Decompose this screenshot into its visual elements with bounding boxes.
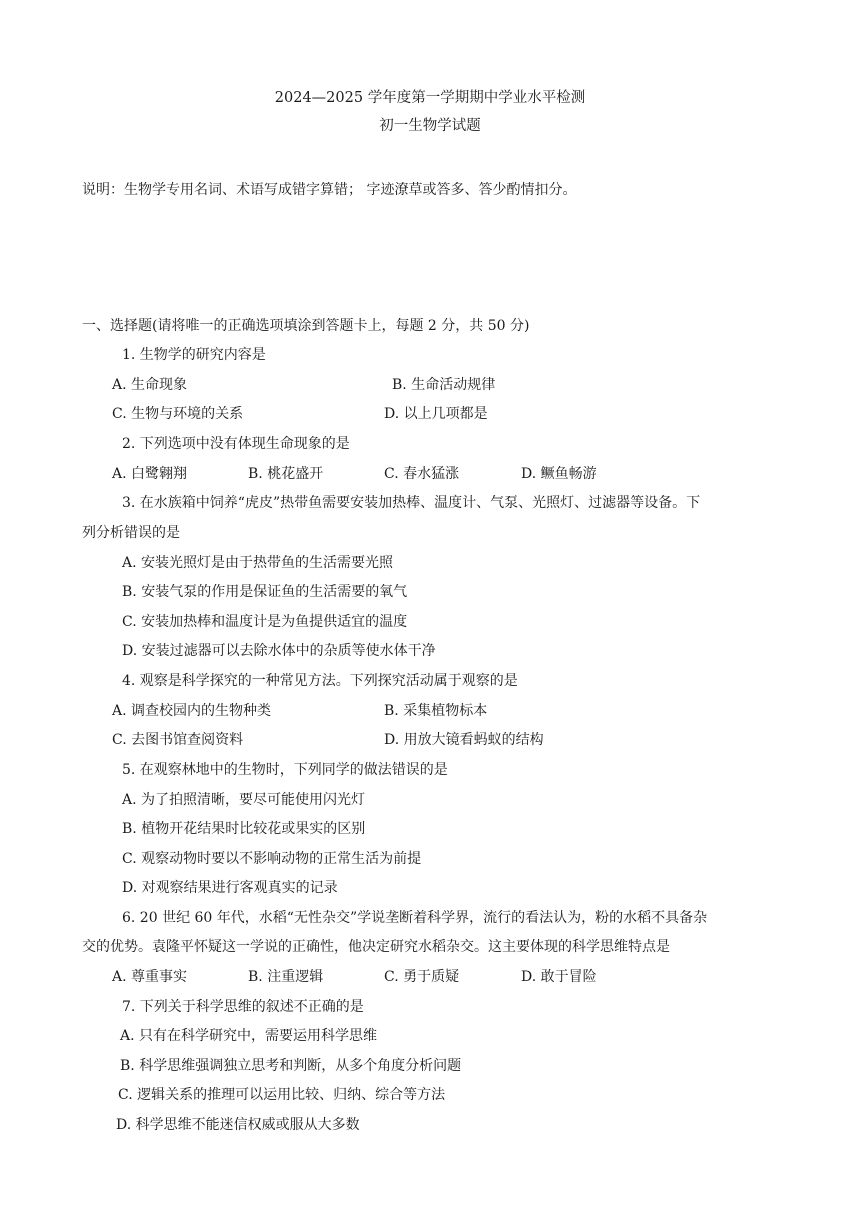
question-4-option-c: C. 去图书馆查阅资料	[112, 732, 244, 748]
exam-subtitle: 初一生物学试题	[379, 118, 481, 134]
question-7-option-d: D. 科学思维不能迷信权威或服从大多数	[116, 1117, 360, 1133]
question-2-stem: 2. 下列选项中没有体现生命现象的是	[122, 436, 350, 452]
question-5-option-d: D. 对观察结果进行客观真实的记录	[122, 880, 338, 896]
question-5-option-c: C. 观察动物时要以不影响动物的正常生活为前提	[122, 851, 422, 867]
question-6-option-b: B. 注重逻辑	[248, 969, 324, 985]
question-3-stem-line-2: 列分析错误的是	[82, 525, 180, 541]
question-7-option-b: B. 科学思维强调独立思考和判断，从多个角度分析问题	[120, 1058, 462, 1074]
question-3-option-b: B. 安装气泵的作用是保证鱼的生活需要的氧气	[122, 584, 408, 600]
question-2-option-c: C. 春水猛涨	[384, 466, 460, 482]
question-5-stem: 5. 在观察林地中的生物时，下列同学的做法错误的是	[122, 762, 448, 778]
question-3-stem-line-1: 3. 在水族箱中饲养“虎皮”热带鱼需要安装加热棒、温度计、气泵、光照灯、过滤器等设备。下	[122, 495, 701, 511]
exam-title: 2024—2025 学年度第一学期期中学业水平检测	[274, 90, 586, 106]
question-1-option-a: A. 生命现象	[112, 377, 188, 393]
question-4-option-b: B. 采集植物标本	[384, 703, 488, 719]
question-4-stem: 4. 观察是科学探究的一种常见方法。下列探究活动属于观察的是	[122, 673, 518, 689]
question-1-option-c: C. 生物与环境的关系	[112, 406, 244, 422]
question-5-option-a: A. 为了拍照清晰，要尽可能使用闪光灯	[122, 792, 366, 808]
question-6-stem-line-2: 交的优势。袁隆平怀疑这一学说的正确性，他决定研究水稻杂交。这主要体现的科学思维特点是	[82, 939, 670, 955]
question-1-stem: 1. 生物学的研究内容是	[122, 347, 266, 363]
question-1-option-d: D. 以上几项都是	[384, 406, 488, 422]
question-2-option-b: B. 桃花盛开	[248, 466, 324, 482]
question-7-option-a: A. 只有在科学研究中，需要运用科学思维	[120, 1028, 378, 1044]
question-3-option-c: C. 安装加热棒和温度计是为鱼提供适宜的温度	[122, 614, 408, 630]
instructions-note: 说明：生物学专用名词、术语写成错字算错； 字迹潦草或答多、答少酌情扣分。	[82, 182, 577, 198]
question-2-option-d: D. 鳜鱼畅游	[521, 466, 597, 482]
question-6-stem-line-1: 6. 20 世纪 60 年代，水稻“无性杂交”学说垄断着科学界，流行的看法认为，粉的水稻不具备杂	[122, 910, 708, 926]
question-6-option-a: A. 尊重事实	[112, 969, 188, 985]
question-7-option-c: C. 逻辑关系的推理可以运用比较、归纳、综合等方法	[118, 1087, 446, 1103]
question-1-option-b: B. 生命活动规律	[392, 377, 496, 393]
question-5-option-b: B. 植物开花结果时比较花或果实的区别	[122, 821, 366, 837]
question-3-option-d: D. 安装过滤器可以去除水体中的杂质等使水体干净	[122, 643, 436, 659]
question-6-option-c: C. 勇于质疑	[384, 969, 460, 985]
question-4-option-a: A. 调查校园内的生物种类	[112, 703, 272, 719]
question-3-option-a: A. 安装光照灯是由于热带鱼的生活需要光照	[122, 555, 394, 571]
question-4-option-d: D. 用放大镜看蚂蚁的结构	[384, 732, 544, 748]
section-heading: 一、选择题(请将唯一的正确选项填涂到答题卡上，每题 2 分，共 50 分)	[82, 318, 530, 334]
question-6-option-d: D. 敢于冒险	[521, 969, 597, 985]
question-7-stem: 7. 下列关于科学思维的叙述不正确的是	[122, 999, 364, 1015]
question-2-option-a: A. 白鹭翱翔	[112, 466, 188, 482]
